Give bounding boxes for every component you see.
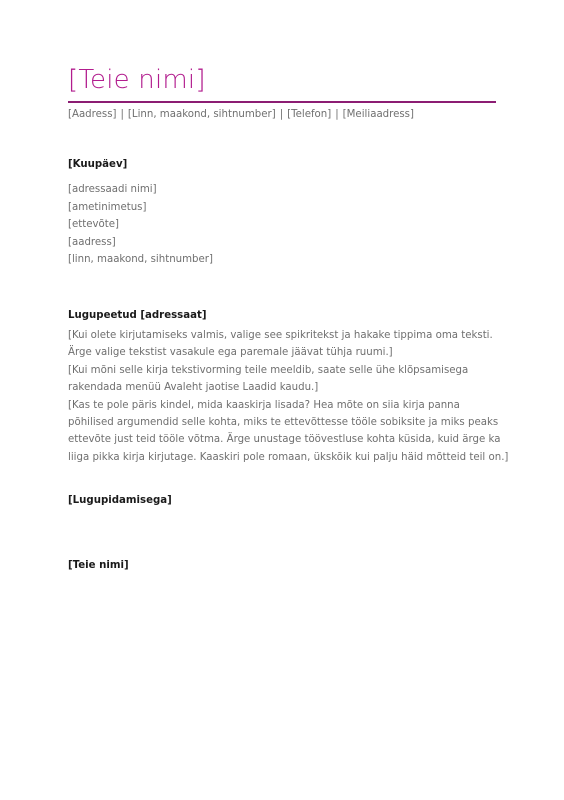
paragraph-line: [Kui olete kirjutamiseks valmis, valige see spikritekst ja hakake tippima oma teksti. bbox=[68, 330, 493, 341]
recipient-company[interactable]: [ettevõte] bbox=[68, 219, 119, 230]
paragraph-line: rakendada menüü Avaleht jaotise Laadid kaudu.] bbox=[68, 382, 319, 394]
contact-line bbox=[68, 107, 414, 123]
recipient-address[interactable]: [aadress] bbox=[68, 236, 116, 248]
closing[interactable]: [Lugupidamisega] bbox=[68, 495, 172, 506]
paragraph-line: [Kui mõni selle kirja tekstivorming teile meeldib, saate selle ühe klõpsamisega bbox=[68, 365, 469, 376]
paragraph-line: liiga pikka kirja kirjutage. Kaaskiri pole romaan, ükskõik kui palju häid mõtteid teil on.] bbox=[68, 451, 509, 463]
contact-separator: | bbox=[335, 109, 339, 120]
sender-name[interactable]: [Teie nimi] bbox=[68, 65, 206, 95]
paragraph-line: põhilised argumendid selle kohta, miks te ettevõttesse tööle sobiksite ja miks peaks bbox=[68, 417, 499, 429]
date-field[interactable]: [Kuupäev] bbox=[68, 159, 128, 170]
recipient-name[interactable]: [adressaadi nimi] bbox=[68, 184, 157, 195]
body-paragraph-1[interactable] bbox=[68, 327, 504, 361]
body-paragraph-3[interactable] bbox=[68, 397, 509, 466]
paragraph-line: ettevõte just teid tööle võtma. Ärge unustage töövestluse kohta küsida, kuid ärge ka bbox=[68, 434, 501, 446]
contact-city[interactable]: [Linn, maakond, sihtnumber] bbox=[127, 109, 276, 120]
contact-separator: | bbox=[279, 109, 284, 120]
contact-address[interactable]: [Aadress] bbox=[68, 109, 117, 120]
header-rule bbox=[68, 101, 496, 103]
paragraph-line: Ärge valige tekstist vasakule ega paremale jäävat tühja ruumi.] bbox=[68, 347, 393, 359]
contact-email[interactable]: [Meiliaadress] bbox=[342, 109, 414, 120]
signature-name[interactable]: [Teie nimi] bbox=[68, 560, 129, 571]
salutation[interactable]: Lugupeetud [adressaat] bbox=[68, 310, 207, 321]
recipient-city[interactable]: [linn, maakond, sihtnumber] bbox=[68, 254, 213, 265]
body-paragraph-2[interactable] bbox=[68, 362, 504, 396]
contact-phone[interactable]: [Telefon] bbox=[287, 109, 332, 120]
recipient-title[interactable]: [ametinimetus] bbox=[68, 201, 147, 213]
recipient-block bbox=[68, 181, 213, 269]
paragraph-line: [Kas te pole päris kindel, mida kaaskirja lisada? Hea mõte on siia kirja panna bbox=[68, 400, 460, 411]
contact-separator: | bbox=[120, 109, 124, 120]
